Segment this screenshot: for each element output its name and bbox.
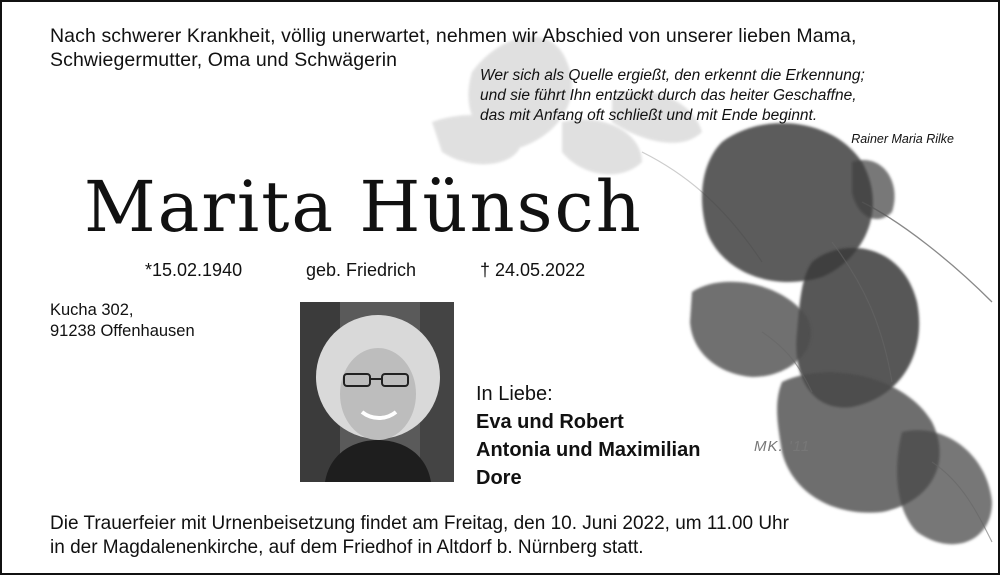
quote-author: Rainer Maria Rilke <box>851 132 954 146</box>
maiden-name: geb. Friedrich <box>306 260 417 280</box>
portrait-photo <box>300 302 454 482</box>
intro-line-2: Schwiegermutter, Oma und Schwägerin <box>50 49 398 71</box>
rilke-quote <box>480 66 954 149</box>
mourners-block <box>476 380 700 492</box>
mourners-heading: In Liebe: <box>476 383 553 405</box>
quote-line: Wer sich als Quelle ergießt, den erkennt die Erkennung; <box>480 67 865 84</box>
mourner-name: Dore <box>476 467 522 489</box>
ceremony-line-1: Die Trauerfeier mit Urnenbeisetzung findet am Freitag, den 10. Juni 2022, um 11.00 Uhr <box>50 513 789 534</box>
mourner-name: Antonia und Maximilian <box>476 439 701 461</box>
artist-signature: MK. '11 <box>754 438 811 455</box>
mourner-name: Eva und Robert <box>476 411 624 433</box>
quote-line: das mit Anfang oft schließt und mit Ende beginnt. <box>480 107 818 124</box>
intro-line-1: Nach schwerer Krankheit, völlig unerwartet, nehmen wir Abschied von unserer lieben Mama, <box>50 25 857 47</box>
intro-text <box>50 24 857 72</box>
address-line-1: Kucha 302, <box>50 301 134 319</box>
address <box>50 300 195 342</box>
death-date: † 24.05.2022 <box>480 260 586 280</box>
birth-date: *15.02.1940 <box>145 260 243 280</box>
deceased-name: Marita Hünsch <box>84 166 643 248</box>
ceremony-info <box>50 512 789 560</box>
address-line-2: 91238 Offenhausen <box>50 322 195 340</box>
ceremony-line-2: in der Magdalenenkirche, auf dem Friedhof in Altdorf b. Nürnberg statt. <box>50 537 644 558</box>
quote-line: und sie führt Ihn entzückt durch das heiter Geschaffne, <box>480 87 857 104</box>
